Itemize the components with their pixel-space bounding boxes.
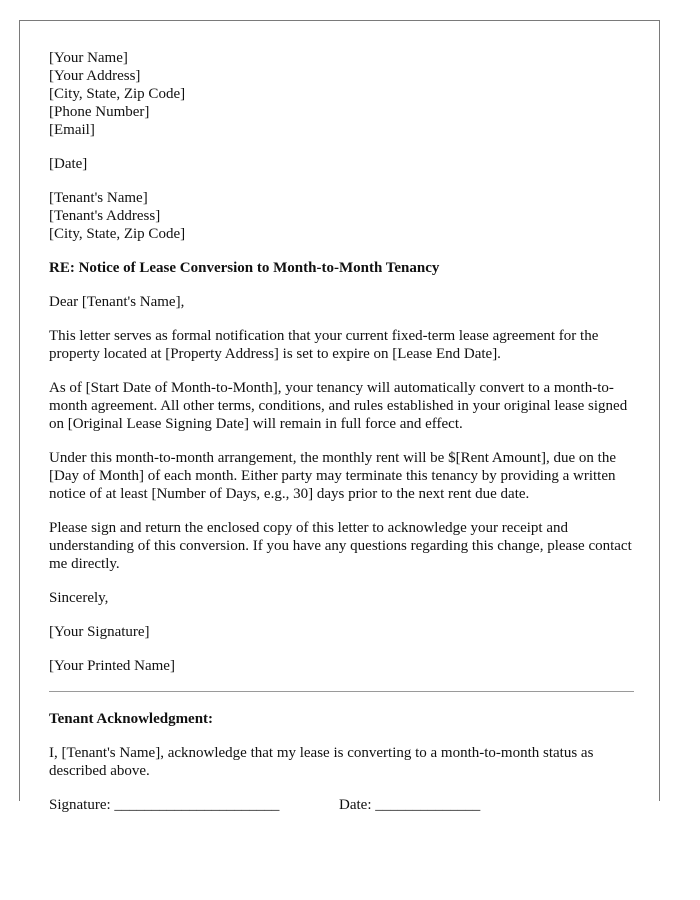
printed-name-placeholder: [Your Printed Name] [49, 658, 175, 674]
recipient-city-state-zip: [City, State, Zip Code] [49, 226, 186, 242]
sender-block [49, 49, 634, 139]
signature-placeholder: [Your Signature] [49, 624, 150, 640]
acknowledgment-heading: Tenant Acknowledgment: [49, 711, 214, 727]
sender-city-state-zip: [City, State, Zip Code] [49, 86, 186, 102]
closing: Sincerely, [49, 590, 109, 606]
acknowledgment-text: I, [Tenant's Name], acknowledge that my lease is converting to a month-to-month status as described above. [49, 745, 594, 779]
letter-date: [Date] [49, 156, 88, 172]
letter-body [49, 49, 634, 814]
sender-address: [Your Address] [49, 68, 141, 84]
sender-phone: [Phone Number] [49, 104, 150, 120]
sender-email: [Email] [49, 122, 95, 138]
subject-line: RE: Notice of Lease Conversion to Month-to-Month Tenancy [49, 260, 440, 276]
acknowledgment-signature-row [49, 796, 634, 814]
tenant-signature-line: Signature: ______________________ [49, 797, 280, 813]
recipient-name: [Tenant's Name] [49, 190, 148, 206]
paragraph-rent-terms: Under this month-to-month arrangement, the monthly rent will be $[Rent Amount], due on the [Day of Month] of each month. Either party may terminate this tenancy by providing a written notice of at least [Number of Days, e.g., 30] days prior to the next rent due date. [49, 450, 616, 502]
tenant-date-line: Date: ______________ [339, 797, 481, 813]
paragraph-conversion: As of [Start Date of Month-to-Month], your tenancy will automatically convert to a month-to-month agreement. All other terms, conditions, and rules established in your original lease signed on [Original Lease Signing Date] will remain in full force and effect. [49, 380, 628, 432]
date-block [49, 155, 634, 173]
recipient-address: [Tenant's Address] [49, 208, 161, 224]
sender-name: [Your Name] [49, 50, 128, 66]
salutation: Dear [Tenant's Name], [49, 294, 185, 310]
letter-page [19, 20, 660, 813]
recipient-block [49, 189, 634, 243]
paragraph-expiration: This letter serves as formal notification that your current fixed-term lease agreement for the property located at [Property Address] is set to expire on [Lease End Date]. [49, 328, 599, 362]
paragraph-return-request: Please sign and return the enclosed copy of this letter to acknowledge your receipt and understanding of this conversion. If you have any questions regarding this change, please contact me directly. [49, 520, 632, 572]
section-divider [49, 691, 634, 692]
